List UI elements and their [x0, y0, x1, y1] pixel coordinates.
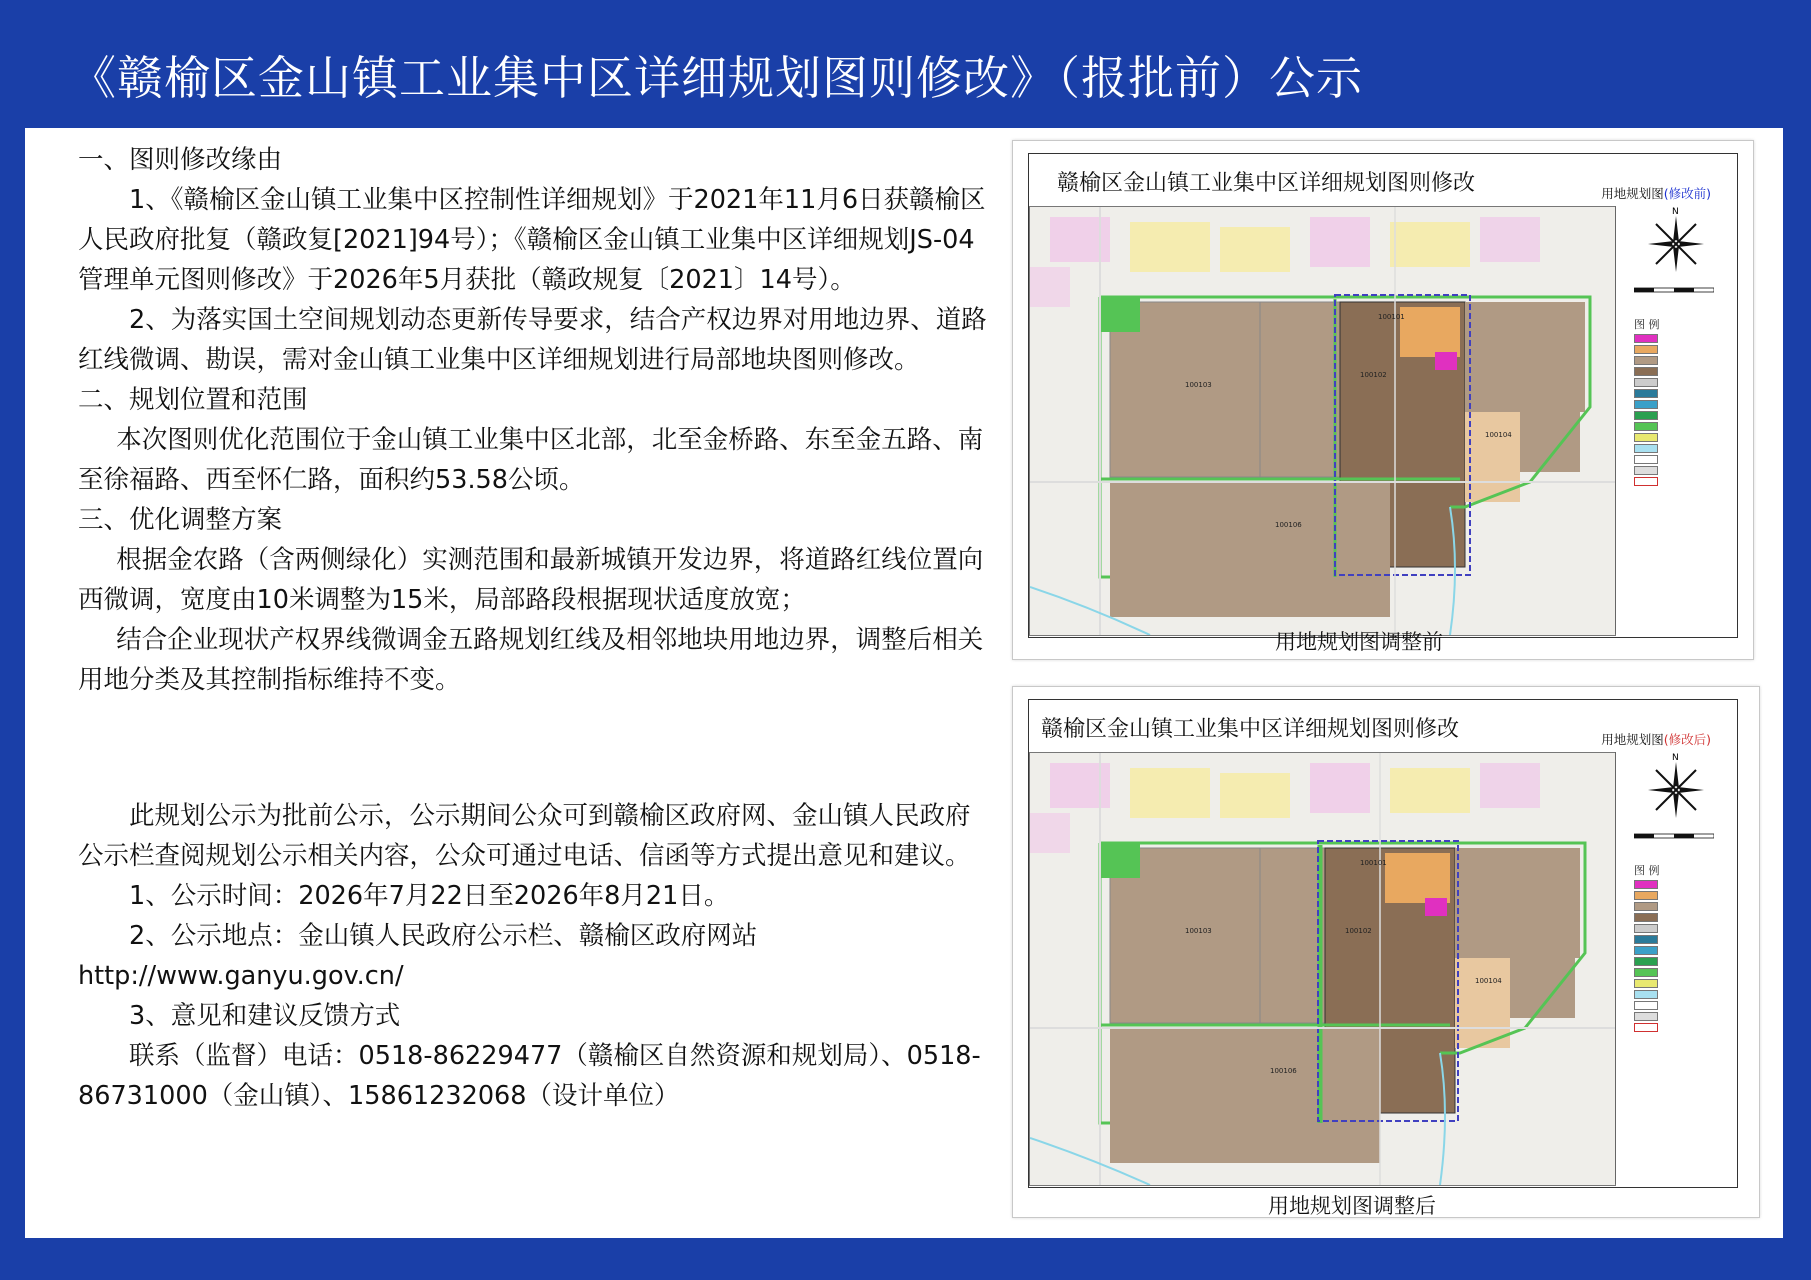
section-1-heading: 一、图则修改缘由	[78, 145, 283, 175]
section-3-para-2: 结合企业现状产权界线微调金五路规划红线及相邻地块用地边界，调整后相关用地分类及其控制指标维持不变。	[78, 625, 984, 695]
notice-place: 2、公示地点：金山镇人民政府公示栏、赣榆区政府网站http://www.ganyu.gov.cn/	[78, 921, 758, 991]
scale-bar	[1634, 832, 1714, 840]
north-label: N	[1672, 207, 1679, 217]
map-frame-before	[1028, 153, 1738, 638]
north-label: N	[1672, 753, 1679, 763]
section-3-heading: 三、优化调整方案	[78, 505, 283, 535]
section-2-heading: 二、规划位置和范围	[78, 385, 308, 415]
parcel-code: 100104	[1485, 431, 1512, 439]
legend-title: 图 例	[1634, 864, 1660, 877]
notice-text	[78, 140, 988, 1116]
map-frame-after	[1028, 699, 1738, 1188]
section-1-para-1: 1、《赣榆区金山镇工业集中区控制性详细规划》于2021年11月6日获赣榆区人民政府批复（赣政复[2021]94号）；《赣榆区金山镇工业集中区详细规划JS-04管理单元图则修改》于2026年5月获批（赣政规复〔2021〕14号）。	[78, 185, 986, 295]
section-1-para-2: 2、为落实国土空间规划动态更新传导要求，结合产权边界对用地边界、道路红线微调、勘误，需对金山镇工业集中区详细规划进行局部地块图则修改。	[78, 305, 987, 375]
legend-title: 图 例	[1634, 318, 1660, 331]
parcel-code: 100103	[1185, 927, 1212, 935]
parcel-code: 100106	[1275, 521, 1302, 529]
map-card-after	[1012, 686, 1760, 1218]
map-caption-before: 用地规划图调整前	[1275, 630, 1443, 654]
map-subtitle-tag: (修改后)	[1663, 732, 1711, 747]
notice-contact: 联系（监督）电话：0518-86229477（赣榆区自然资源和规划局）、0518-86731000（金山镇）、15861232068（设计单位）	[78, 1041, 981, 1111]
map-subtitle	[1601, 184, 1711, 202]
parcel-code: 100102	[1345, 927, 1372, 935]
land-use-map-svg	[1030, 207, 1615, 635]
notice-feedback-heading: 3、意见和建议反馈方式	[129, 1001, 401, 1031]
parcel-code: 100106	[1270, 1067, 1297, 1075]
north-arrow-compass-icon	[1646, 214, 1706, 274]
parcel-code: 100104	[1475, 977, 1502, 985]
scale-bar	[1634, 286, 1714, 294]
land-use-map	[1029, 752, 1616, 1186]
map-title: 赣榆区金山镇工业集中区详细规划图则修改	[1041, 717, 1460, 742]
map-subtitle-prefix: 用地规划图	[1601, 732, 1664, 747]
land-use-map-svg	[1030, 753, 1615, 1185]
parcel-code: 100102	[1360, 371, 1387, 379]
parcel-code: 100101	[1360, 859, 1387, 867]
parcel-code: 100103	[1185, 381, 1212, 389]
map-caption-after: 用地规划图调整后	[1268, 1194, 1436, 1218]
notice-para-1: 此规划公示为批前公示，公示期间公众可到赣榆区政府网、金山镇人民政府公示栏查阅规划公示相关内容，公众可通过电话、信函等方式提出意见和建议。	[78, 801, 971, 871]
map-card-before	[1012, 140, 1754, 660]
map-legend-box	[1615, 752, 1736, 1184]
notice-time: 1、公示时间：2026年7月22日至2026年8月21日。	[129, 881, 730, 911]
land-use-map	[1029, 206, 1616, 636]
map-subtitle-tag: (修改前)	[1663, 186, 1711, 201]
page-title: 《赣榆区金山镇工业集中区详细规划图则修改》（报批前）公示	[70, 51, 1363, 105]
parcel-code: 100101	[1378, 313, 1405, 321]
map-legend-box	[1615, 206, 1736, 634]
map-subtitle	[1601, 730, 1711, 748]
map-title: 赣榆区金山镇工业集中区详细规划图则修改	[1057, 171, 1476, 196]
section-2-para-1: 本次图则优化范围位于金山镇工业集中区北部，北至金桥路、东至金五路、南至徐福路、西至怀仁路，面积约53.58公顷。	[78, 425, 984, 495]
north-arrow-compass-icon	[1646, 760, 1706, 820]
map-subtitle-prefix: 用地规划图	[1601, 186, 1664, 201]
section-3-para-1: 根据金农路（含两侧绿化）实测范围和最新城镇开发边界，将道路红线位置向西微调，宽度由10米调整为15米，局部路段根据现状适度放宽；	[78, 545, 984, 615]
